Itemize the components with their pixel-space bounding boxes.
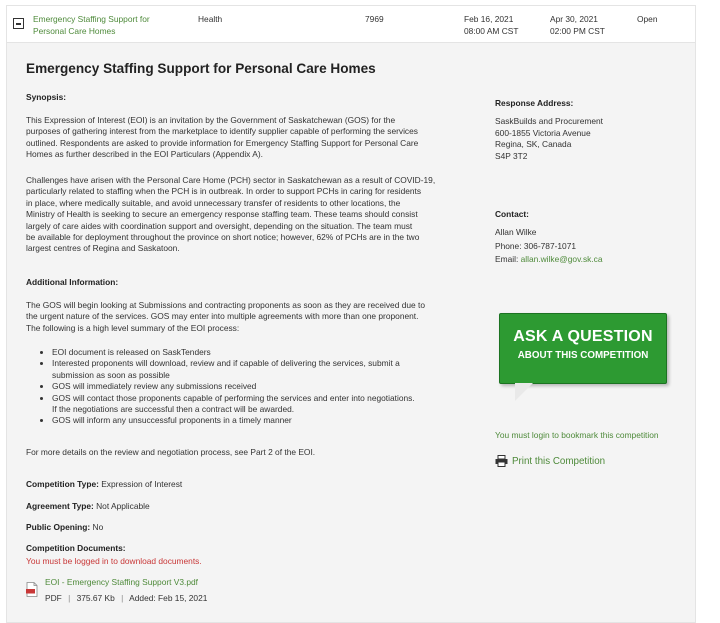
response-address <box>495 98 603 162</box>
paragraph-line: outlined. Respondents are asked to provide information for Emergency Staffing Support for Personal Care <box>26 137 419 148</box>
paragraph-line: be available for deployment throughout the province on short notice; however, 62% of PCHs are in the two <box>26 232 420 243</box>
process-bullet-item <box>52 393 492 416</box>
documents-label-text: Competition Documents: <box>26 543 126 553</box>
bullet-line: • GOS will immediately review any submissions received <box>52 381 257 392</box>
ask-question-title: ASK A QUESTION <box>513 328 653 345</box>
paragraph-line: the urgent nature of the services. GOS may enter into multiple agreements with more than one proponent. <box>26 311 419 322</box>
competition-number-cell: 7969 <box>365 14 384 24</box>
competition-type-label: Competition Type: <box>26 479 99 489</box>
paragraph-line: largely of care aides with coordination support and oversight, depending on the situation. The team must <box>26 220 413 231</box>
competition-detail-panel <box>6 43 696 623</box>
printer-icon <box>495 455 508 467</box>
document-size: 375.67 Kb <box>76 593 115 603</box>
public-opening <box>26 522 103 532</box>
login-required-notice: You must be logged in to download documents. <box>26 556 202 566</box>
bookmark-login-notice[interactable]: You must login to bookmark this competition <box>495 430 659 440</box>
competition-type-value: Expression of Interest <box>98 479 183 489</box>
process-bullet-item <box>52 347 492 358</box>
address-line: SaskBuilds and Procurement <box>495 116 603 127</box>
ask-question-subtitle: ABOUT THIS COMPETITION <box>517 350 649 361</box>
contact-email-link[interactable]: allan.wilke@gov.sk.ca <box>520 254 603 265</box>
competition-type <box>26 479 182 489</box>
public-opening-label: Public Opening: <box>26 522 91 532</box>
competition-row[interactable] <box>6 5 696 43</box>
category-cell: Health <box>198 14 223 24</box>
paragraph-line: Homes as further described in the EOI Particulars (Appendix A). <box>26 149 263 160</box>
paragraph-line: purposes of gathering interest from the marketplace to identify supplier capable of performing the services <box>26 126 418 137</box>
paragraph-line: Ministry of Health is seeking to secure an emergency response staffing team. These teams should consist <box>26 209 418 220</box>
paragraph-line: This Expression of Interest (EOI) is an invitation by the Government of Saskatchewan (GOS) for the <box>26 115 396 125</box>
paragraph-line: largest centres of Regina and Saskatoon. <box>26 243 180 254</box>
bullet-line: • GOS will contact those proponents capable of performing the services and enter into negotiations. <box>52 392 415 403</box>
email-label: Email: <box>495 254 519 265</box>
document-type: PDF <box>45 593 62 603</box>
pdf-file-icon <box>26 582 38 597</box>
address-line: 600-1855 Victoria Avenue <box>495 127 591 138</box>
ask-a-question-button[interactable] <box>499 313 667 384</box>
contact-email-row <box>495 254 603 265</box>
additional-info-paragraph <box>26 300 466 334</box>
agreement-type <box>26 501 150 511</box>
competition-title-link[interactable] <box>33 13 173 37</box>
paragraph-line: in place, where medically suitable, and avoid unnecessary transfer of residents to other locations, the <box>26 197 401 208</box>
status-cell: Open <box>637 14 658 24</box>
document-added-date: Added: Feb 15, 2021 <box>129 593 208 603</box>
more-details-text: For more details on the review and negotiation process, see Part 2 of the EOI. <box>26 447 316 457</box>
bullet-line: If the negotiations are successful then a contract will be awarded. <box>52 404 295 415</box>
contact-block <box>495 209 603 266</box>
bullet-line: • Interested proponents will download, review and if capable of delivering the services, submit a <box>52 358 400 369</box>
bullet-line: • EOI document is released on SaskTenders <box>52 347 211 357</box>
synopsis-paragraph-1 <box>26 115 466 161</box>
address-line: Regina, SK, Canada <box>495 139 572 150</box>
additional-info-label: Additional Information: <box>26 277 119 287</box>
document-download-link[interactable]: EOI - Emergency Staffing Support V3.pdf <box>45 577 199 587</box>
open-time: 08:00 AM CST <box>464 26 519 36</box>
response-address-label: Response Address: <box>495 98 574 108</box>
synopsis-paragraph-2 <box>26 175 466 255</box>
process-bullet-item <box>52 381 492 392</box>
synopsis-label: Synopsis: <box>26 92 67 102</box>
print-label: Print this Competition <box>512 456 606 467</box>
title-line: Emergency Staffing Support for <box>33 14 150 24</box>
bullet-line: submission as soon as possible <box>52 369 170 380</box>
contact-label: Contact: <box>495 209 529 219</box>
open-date: Feb 16, 2021 <box>464 14 514 24</box>
contact-name: Allan Wilke <box>495 227 537 238</box>
title-line: Personal Care Homes <box>33 26 116 36</box>
paragraph-line: The following is a high level summary of the EOI process: <box>26 322 240 333</box>
bullet-line: • GOS will inform any unsuccessful proponents in a timely manner <box>52 415 292 426</box>
contact-phone: Phone: 306-787-1071 <box>495 240 577 251</box>
open-date-cell <box>464 13 518 37</box>
close-time: 02:00 PM CST <box>550 26 605 36</box>
detail-heading: Emergency Staffing Support for Personal Care Homes <box>26 61 376 76</box>
process-bullet-list <box>26 347 492 427</box>
process-bullet-item <box>52 358 492 381</box>
documents-label <box>26 543 126 553</box>
paragraph-line: particularly related to staffing when the PCH is in outbreak. In order to support PCHs in caring for residents <box>26 186 422 197</box>
agreement-type-value: Not Applicable <box>93 501 150 511</box>
agreement-type-label: Agreement Type: <box>26 501 94 511</box>
speech-bubble-tail <box>515 383 533 401</box>
paragraph-line: The GOS will begin looking at Submissions and contracting proponents as soon as they are received due to <box>26 300 425 310</box>
process-bullet-item <box>52 415 492 426</box>
address-line: S4P 3T2 <box>495 150 528 161</box>
document-meta: PDF | 375.67 Kb | Added: Feb 15, 2021 <box>45 593 208 603</box>
public-opening-value: No <box>90 522 104 532</box>
close-date-cell <box>550 13 605 37</box>
minus-square-icon[interactable] <box>13 18 24 29</box>
paragraph-line: Challenges have arisen with the Personal Care Home (PCH) sector in Saskatchewan as a result of COVID-19, <box>26 175 436 185</box>
print-competition-link[interactable] <box>495 455 605 467</box>
close-date: Apr 30, 2021 <box>550 14 598 24</box>
